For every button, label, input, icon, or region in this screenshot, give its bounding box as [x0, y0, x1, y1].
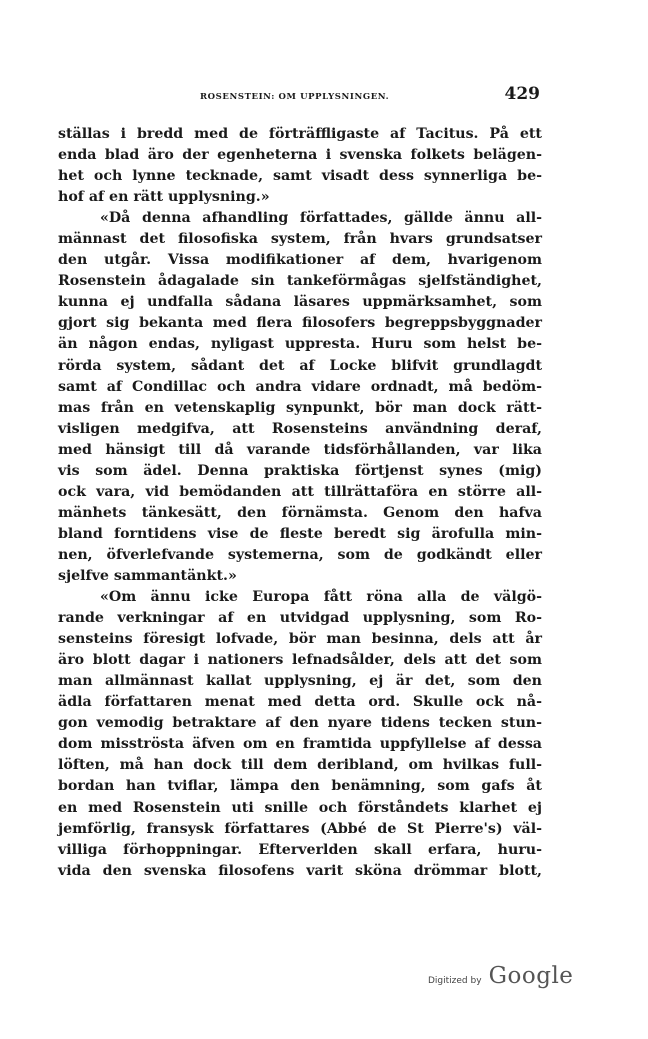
text-line: visligen medgifva, att Rosensteins användning deraf,: [58, 420, 542, 437]
page-number: 429: [504, 84, 540, 104]
text-line: löften, må han dock till dem deribland, om hvilkas full-: [58, 757, 542, 774]
digitization-stamp: [428, 963, 573, 993]
digitized-label: Digitized by: [428, 976, 482, 986]
text-line: mas från en vetenskaplig synpunkt, bör man dock rätt-: [58, 399, 542, 416]
text-line: äro blott dagar i nationers lefnadsålder, dels att det som: [58, 652, 542, 669]
text-line: ställas i bredd med de förträffligaste af Tacitus. På ett: [58, 126, 542, 142]
text-line: dom misströsta äfven om en framtida uppfyllelse af dessa: [58, 736, 542, 753]
text-line: nen, öfverlefvande systemerna, som de godkändt eller: [58, 546, 542, 563]
text-line: gon vemodig betraktare af den nyare tidens tecken stun-: [58, 715, 542, 732]
text-line: med hänsigt till då varande tidsförhållanden, var lika: [58, 441, 542, 458]
paragraph-end-line: hof af en rätt upplysning.»: [58, 189, 270, 206]
paragraph-start-line: «Om ännu icke Europa fått röna alla de välgö-: [100, 589, 542, 606]
text-line: kunna ej undfalla sådana läsares uppmärksamhet, som: [58, 294, 542, 311]
text-line: mänhets tänkesätt, den förnämsta. Genom den hafva: [58, 504, 542, 521]
text-line: enda blad äro der egenheterna i svenska folkets belägen-: [58, 147, 542, 164]
text-line: villiga förhoppningar. Efterverlden skall erfara, huru-: [58, 841, 542, 858]
text-line: man allmännast kallat upplysning, ej är det, som den: [58, 673, 542, 690]
text-line: vida den svenska filosofens varit sköna drömmar blott,: [58, 862, 542, 879]
text-line: männast det filosofiska system, från hvars grundsatser: [58, 231, 542, 248]
running-head: [58, 84, 542, 114]
text-line: gjort sig bekanta med flera filosofers begreppsbyggnader: [58, 315, 542, 332]
text-line: ädla författaren menat med detta ord. Skulle ock nå-: [58, 694, 542, 711]
paragraph-start-line: «Då denna afhandling författades, gällde ännu all-: [100, 210, 542, 227]
running-title: ROSENSTEIN: OM UPPLYSNINGEN.: [200, 92, 390, 102]
text-line: en med Rosenstein uti snille och förståndets klarhet ej: [58, 799, 542, 816]
body-text: [58, 124, 542, 882]
text-line: bordan han tviflar, lämpa den benämning, som gafs åt: [58, 778, 542, 795]
text-line: den utgår. Vissa modifikationer af dem, hvarigenom: [58, 252, 542, 269]
paragraph-end-line: sjelfve sammantänkt.»: [58, 567, 237, 584]
text-line: rörda system, sådant det af Locke blifvit grundlagdt: [58, 357, 542, 374]
text-line: Rosenstein ådagalade sin tankeförmågas sjelfständighet,: [58, 273, 542, 290]
text-line: ock vara, vid bemödanden att tillrättaföra en större all-: [58, 483, 542, 500]
text-line: vis som ädel. Denna praktiska förtjenst synes (mig): [58, 462, 542, 479]
text-line: jemförlig, fransysk författares (Abbé de St Pierre's) väl-: [58, 820, 542, 837]
text-line: rande verkningar af en utvidgad upplysning, som Ro-: [58, 610, 542, 627]
text-line: än någon endas, nyligast uppresta. Huru som helst be-: [58, 336, 542, 353]
text-line: samt af Condillac och andra vidare ordnadt, må bedöm-: [58, 378, 542, 395]
text-line: het och lynne tecknade, samt visadt dess synnerliga be-: [58, 168, 542, 185]
google-logo: Google: [488, 963, 574, 989]
text-line: bland forntidens vise de fleste beredt sig ärofulla min-: [58, 525, 542, 542]
text-line: sensteins föresigt lofvade, bör man besinna, dels att år: [58, 631, 542, 648]
